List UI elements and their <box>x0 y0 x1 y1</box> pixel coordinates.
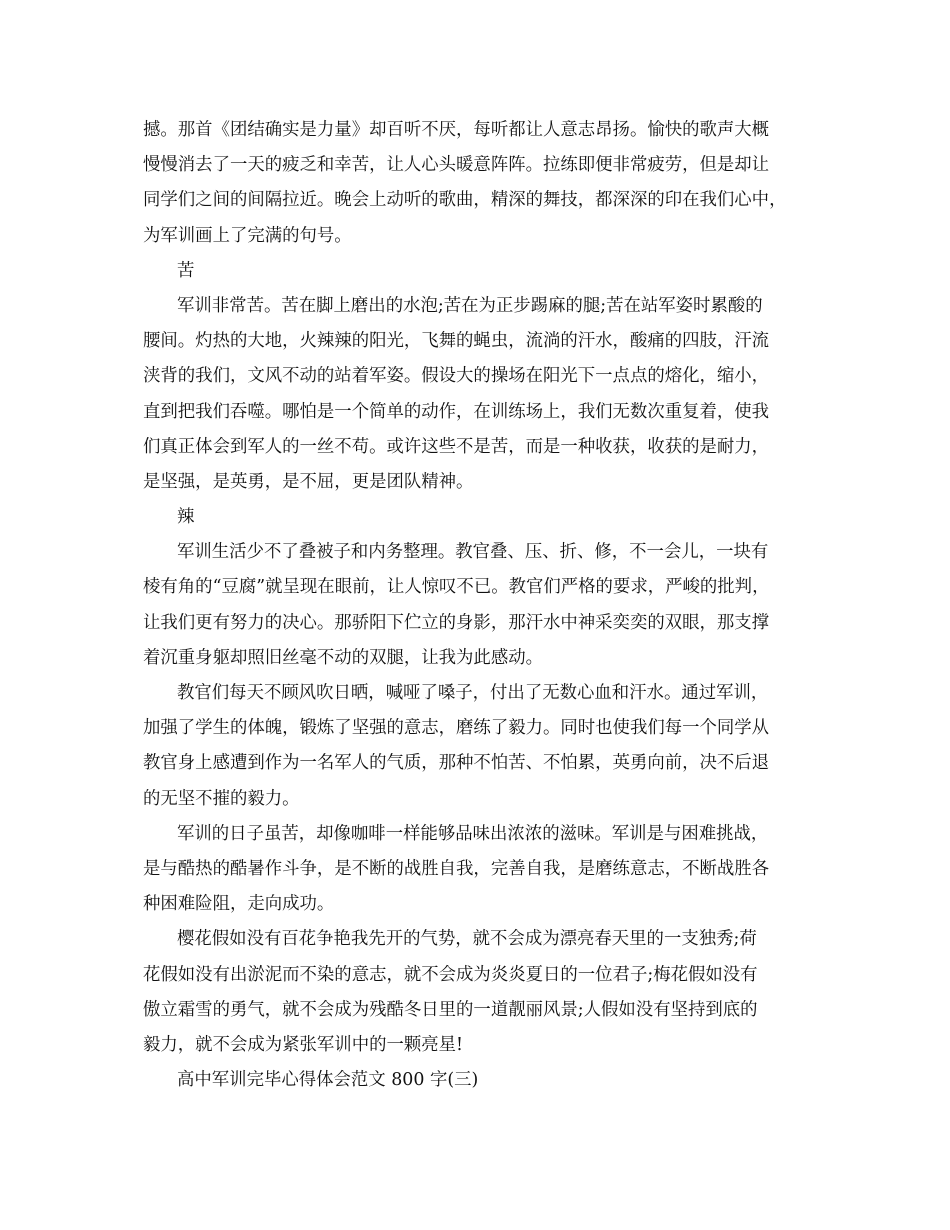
text-line: 直到把我们吞噬。哪怕是一个简单的动作，在训练场上，我们无数次重复着，使我 <box>143 401 770 422</box>
text-line: 撼。那首《团结确实是力量》却百听不厌，每听都让人意志昂扬。愉快的歌声大概 <box>143 120 770 140</box>
text-line: 让我们更有努力的决心。那骄阳下伫立的身影，那汗水中神采奕奕的双眼，那支撑 <box>143 612 770 633</box>
text-line: 毅力，就不会成为紧张军训中的一颗亮星! <box>143 1034 464 1055</box>
text-line: 是与酷热的酷暑作斗争，是不断的战胜自我，完善自我，是磨练意志，不断战胜各 <box>143 858 770 879</box>
text-line: 加强了学生的体魄，锻炼了坚强的意志，磨练了毅力。同时也使我们每一个同学从 <box>143 718 770 739</box>
text-line: 高中军训完毕心得体会范文 800 字(三) <box>177 1070 479 1091</box>
text-line: 是坚强，是英勇，是不屈，更是团队精神。 <box>143 471 474 492</box>
document-body <box>143 113 823 1098</box>
text-line: 军训非常苦。苦在脚上磨出的水泡;苦在为正步踢麻的腿;苦在站军姿时累酸的 <box>177 295 763 316</box>
text-line: 浃背的我们，文风不动的站着军姿。假设大的操场在阳光下一点点的熔化，缩小， <box>143 366 770 387</box>
text-line: 辣 <box>177 507 195 528</box>
text-line: 傲立霜雪的勇气，就不会成为残酷冬日里的一道靓丽风景;人假如没有坚持到底的 <box>143 999 758 1020</box>
text-line: 的无坚不摧的毅力。 <box>143 788 300 809</box>
text-line: 着沉重身躯却照旧丝毫不动的双腿，让我为此感动。 <box>143 647 543 668</box>
text-line: 棱有角的“豆腐”就呈现在眼前，让人惊叹不已。教官们严格的要求，严峻的批判， <box>143 577 770 598</box>
text-line: 教官们每天不顾风吹日晒，喊哑了嗓子，付出了无数心血和汗水。通过军训， <box>177 683 769 703</box>
text-line: 教官身上感遭到作为一名军人的气质，那种不怕苦、不怕累，英勇向前，决不后退 <box>143 753 770 774</box>
text-line: 同学们之间的间隔拉近。晚会上动听的歌曲，精深的舞技，都深深的印在我们心中， <box>143 190 787 211</box>
text-line: 慢慢消去了一天的疲乏和幸苦，让人心头暖意阵阵。拉练即便非常疲劳，但是却让 <box>143 155 770 176</box>
text-line: 军训生活少不了叠被子和内务整理。教官叠、压、折、修，不一会儿，一块有 <box>177 542 769 563</box>
text-line: 腰间。灼热的大地，火辣辣的阳光，飞舞的蝇虫，流淌的汗水，酸痛的四肢，汗流 <box>143 331 770 352</box>
text-line: 为军训画上了完满的句号。 <box>143 225 352 246</box>
text-line: 苦 <box>177 260 195 281</box>
text-line: 们真正体会到军人的一丝不苟。或许这些不是苦，而是一种收获，收获的是耐力， <box>143 436 770 457</box>
text-line: 樱花假如没有百花争艳我先开的气势，就不会成为漂亮春天里的一支独秀;荷 <box>177 929 757 950</box>
text-line: 种困难险阻，走向成功。 <box>143 894 335 915</box>
text-line: 军训的日子虽苦，却像咖啡一样能够品味出浓浓的滋味。军训是与困难挑战， <box>177 823 769 844</box>
text-line: 花假如没有出淤泥而不染的意志，就不会成为炎炎夏日的一位君子;梅花假如没有 <box>143 964 758 985</box>
